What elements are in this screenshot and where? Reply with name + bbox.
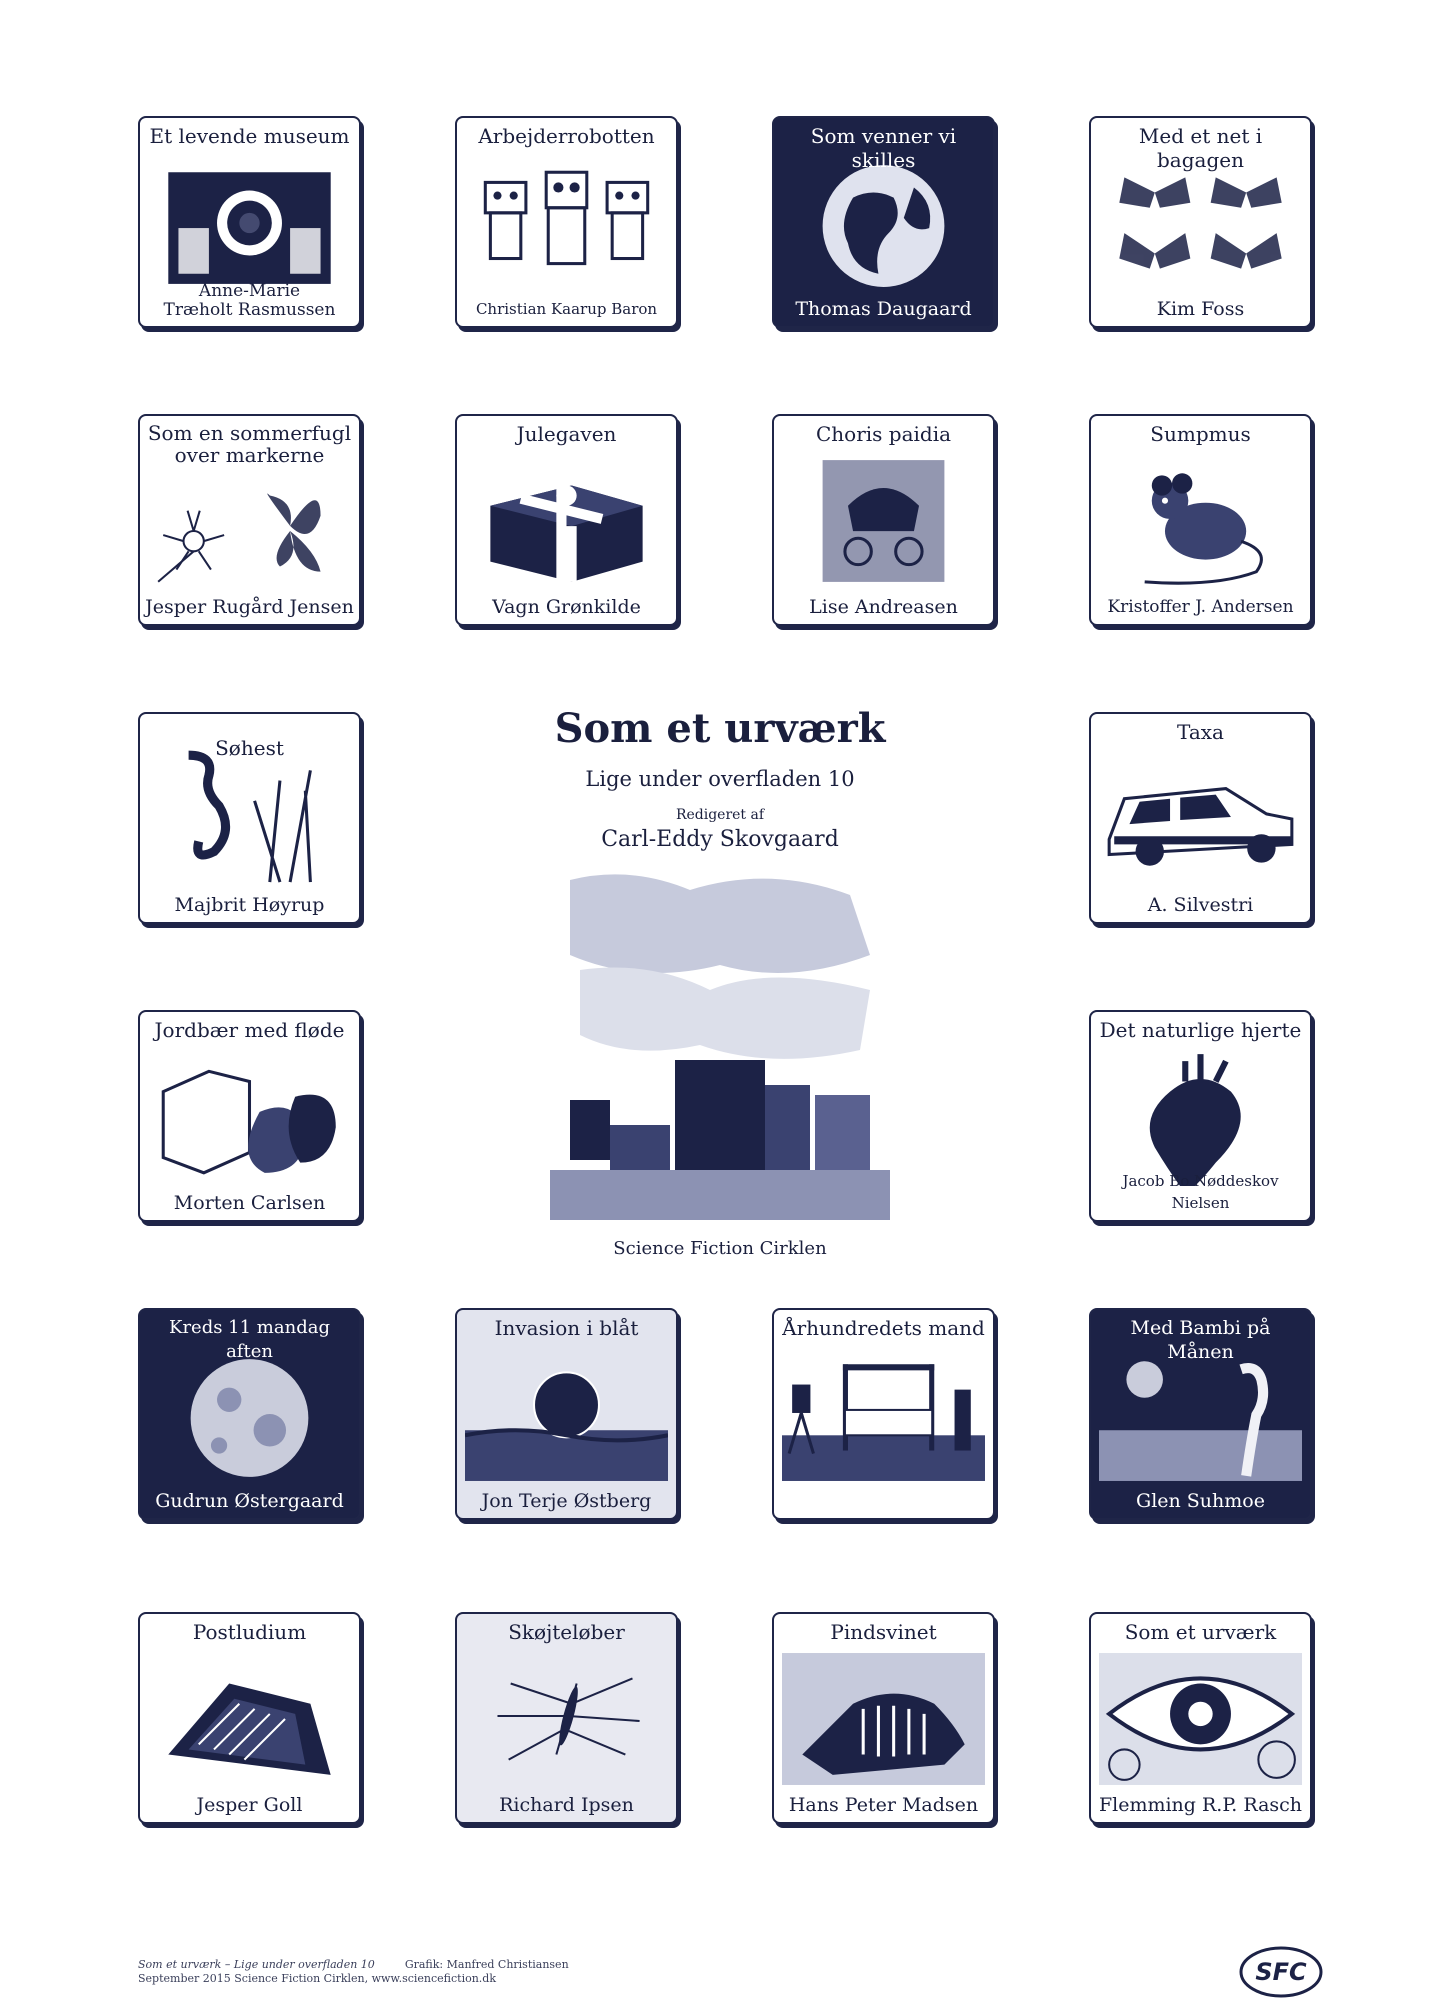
butterfly-flower-icon — [148, 472, 351, 590]
heart-icon — [1099, 1048, 1302, 1186]
story-title: Jordbær med fløde — [154, 1018, 345, 1042]
story-card — [455, 116, 678, 328]
story-title: Pindsvinet — [830, 1620, 937, 1644]
story-author: Christian Kaarup Baron — [475, 300, 658, 318]
story-title: Med et net i bagagen — [1138, 124, 1263, 172]
story-title: Postludium — [192, 1620, 307, 1644]
story-card — [772, 116, 995, 328]
story-card — [138, 712, 361, 924]
story-title: Sumpmus — [1150, 422, 1251, 446]
story-author: Majbrit Høyrup — [174, 894, 325, 916]
story-author: Kristoffer J. Andersen — [1107, 597, 1294, 617]
story-author: Flemming R.P. Rasch — [1098, 1794, 1303, 1816]
moon-pinup-icon — [1099, 1346, 1302, 1484]
taxi-icon — [1099, 750, 1302, 888]
story-title: Invasion i blåt — [494, 1316, 639, 1340]
anthology-title: Som et urværk — [554, 705, 886, 752]
story-author: Glen Suhmoe — [1136, 1490, 1265, 1512]
photographer-icon — [148, 154, 351, 292]
story-author: Richard Ipsen — [499, 1794, 634, 1816]
moon-icon — [148, 1346, 351, 1484]
robots-icon — [465, 154, 668, 292]
gift-icon — [465, 452, 668, 590]
story-title: Taxa — [1177, 720, 1224, 744]
story-author: Lise Andreasen — [809, 596, 958, 618]
editor-name: Carl-Eddy Skovgaard — [601, 827, 839, 852]
sfc-logo-icon — [1238, 1944, 1324, 2000]
skeleton-icon — [782, 1650, 985, 1788]
strawberries-icon — [148, 1048, 351, 1186]
story-author: Lars Ahn Pedersen — [792, 1490, 975, 1512]
footer-graphics-credit: Grafik: Manfred Christiansen — [404, 1958, 569, 1971]
story-card — [1089, 414, 1312, 626]
footer-credits — [138, 1958, 599, 1986]
story-title: Det naturlige hjerte — [1099, 1018, 1302, 1042]
story-title: Århundredets mand — [782, 1316, 985, 1340]
publisher-name: Science Fiction Cirklen — [613, 1238, 827, 1259]
story-author: Jesper Goll — [196, 1794, 303, 1816]
story-card — [455, 1308, 678, 1520]
story-title: Skøjteløber — [508, 1620, 625, 1644]
story-card — [455, 414, 678, 626]
story-author: Anne-Marie Træholt Rasmussen — [163, 281, 336, 320]
story-card — [138, 414, 361, 626]
story-title: Søhest — [215, 736, 284, 760]
footer-title: Som et urværk – Lige under overfladen 10 — [138, 1958, 375, 1971]
story-title: Julegaven — [516, 422, 617, 446]
butterflies-icon — [1099, 154, 1302, 292]
story-card — [772, 1308, 995, 1520]
water-strider-icon — [465, 1650, 668, 1788]
story-card — [1089, 1612, 1312, 1824]
story-card — [772, 414, 995, 626]
story-author: Morten Carlsen — [173, 1192, 326, 1214]
story-title: Med Bambi på Månen — [1130, 1317, 1271, 1363]
clockwork-eye-icon — [1099, 1650, 1302, 1788]
story-title: Som venner vi skilles — [810, 124, 957, 172]
story-author: Jon Terje Østberg — [481, 1490, 652, 1512]
story-title: Choris paidia — [815, 422, 952, 446]
anthology-cover — [520, 705, 920, 1259]
story-author: Kim Foss — [1156, 298, 1245, 320]
story-card — [138, 1308, 361, 1520]
story-author: Jacob Bo Nøddeskov Nielsen — [1122, 1172, 1279, 1212]
pram-icon — [782, 452, 985, 590]
story-card — [1089, 1010, 1312, 1222]
story-title: Som et urværk — [1124, 1620, 1277, 1644]
mouse-icon — [1099, 452, 1302, 590]
story-card — [455, 1612, 678, 1824]
logo-text: SFC — [1255, 1958, 1307, 1986]
story-card — [1089, 712, 1312, 924]
story-author: Thomas Daugaard — [795, 298, 972, 320]
story-author: Gudrun Østergaard — [155, 1490, 344, 1512]
story-title: Kreds 11 mandag aften — [169, 1317, 330, 1362]
earth-icon — [782, 154, 985, 292]
piano-icon — [148, 1650, 351, 1788]
story-title: Som en sommerfugl over markerne — [147, 421, 352, 467]
anthology-subtitle: Lige under overfladen 10 — [585, 767, 855, 791]
story-card — [1089, 1308, 1312, 1520]
story-title: Arbejderrobotten — [478, 124, 655, 148]
story-author: Vagn Grønkilde — [492, 596, 641, 618]
footer-publication-line: September 2015 Science Fiction Cirklen, www.sciencefiction.dk — [138, 1972, 497, 1985]
city-skyline-icon — [550, 860, 890, 1220]
story-author: Jesper Rugård Jensen — [145, 596, 354, 618]
story-card — [1089, 116, 1312, 328]
story-author: Hans Peter Madsen — [788, 1794, 979, 1816]
story-card — [772, 1612, 995, 1824]
story-card — [138, 1010, 361, 1222]
bed-icon — [782, 1346, 985, 1484]
story-card — [138, 1612, 361, 1824]
edited-by-label: Redigeret af — [675, 807, 765, 823]
story-card — [138, 116, 361, 328]
story-author: A. Silvestri — [1147, 894, 1254, 916]
story-title: Et levende museum — [149, 124, 350, 148]
planet-icon — [465, 1346, 668, 1484]
